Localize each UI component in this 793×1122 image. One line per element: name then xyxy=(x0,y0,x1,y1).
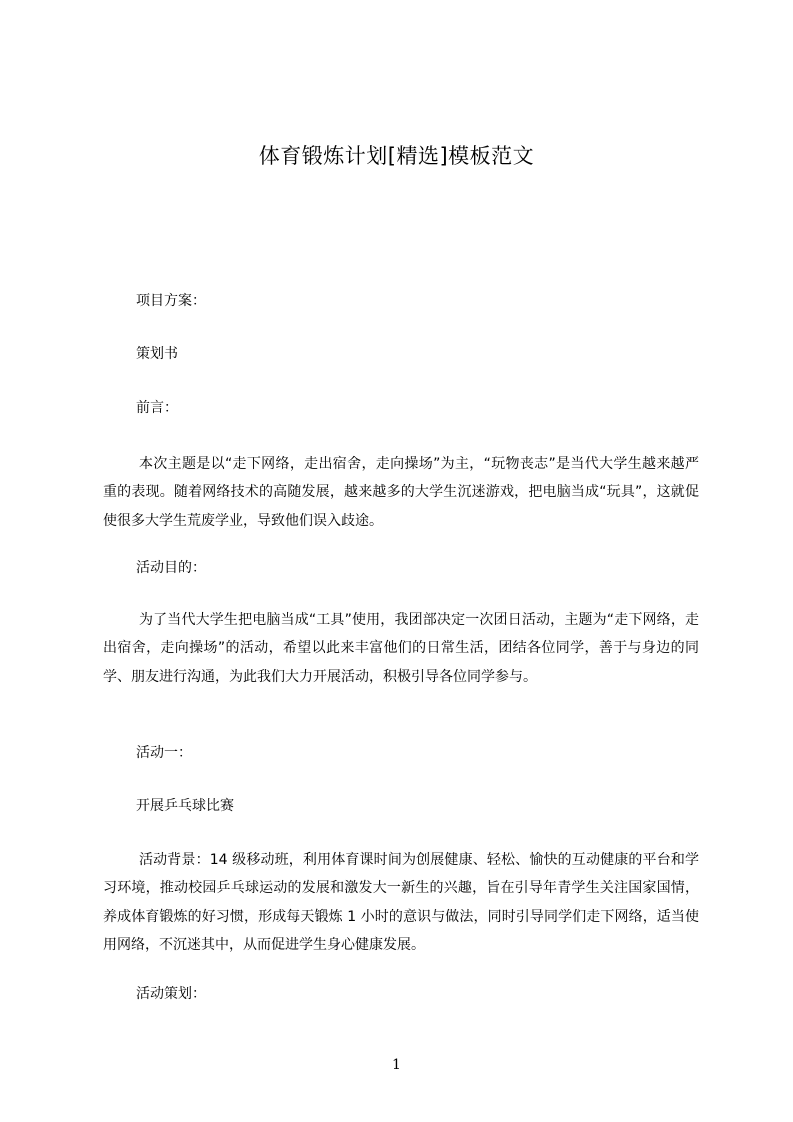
section-label-preface: 前言： xyxy=(136,400,178,416)
section-label-table-tennis: 开展乒乓球比赛 xyxy=(136,798,234,814)
section-label-proposal: 策划书 xyxy=(136,346,178,362)
section-label-activity-purpose: 活动目的： xyxy=(136,560,206,576)
document-title: 体育锻炼计划[精选]模板范文 xyxy=(258,144,535,168)
section-label-activity-one: 活动一： xyxy=(136,745,192,761)
paragraph-activity-background: 活动背景：14 级移动班，利用体育课时间为创展健康、轻松、愉快的互动健康的平台和学习环境，推动校园乒乓球运动的发展和激发大一新生的兴趣，旨在引导年青学生关注国家国情，养成体育锻炼的好习惯，形成每天锻炼 1 小时的意识与做法，同时引导同学们走下网络，适当使用网络，不沉迷其中，从而促进学生身心健康发展。 xyxy=(103,852,699,953)
section-label-activity-planning: 活动策划： xyxy=(136,986,206,1002)
section-label-project-plan: 项目方案： xyxy=(136,293,206,309)
page-number: 1 xyxy=(392,1057,401,1073)
paragraph-activity-purpose: 为了当代大学生把电脑当成“工具”使用，我团部决定一次团日活动，主题为“走下网络，走出宿舍，走向操场”的活动，希望以此来丰富他们的日常生活，团结各位同学，善于与身边的同学、朋友进行沟通，为此我们大力开展活动，积极引导各位同学参与。 xyxy=(103,612,699,685)
paragraph-preface: 本次主题是以“走下网络，走出宿舍，走向操场”为主，“玩物丧志”是当代大学生越来越严重的表现。随着网络技术的高随发展，越来越多的大学生沉迷游戏，把电脑当成“玩具”，这就促使很多大学生荒废学业，导致他们误入歧途。 xyxy=(103,456,699,529)
